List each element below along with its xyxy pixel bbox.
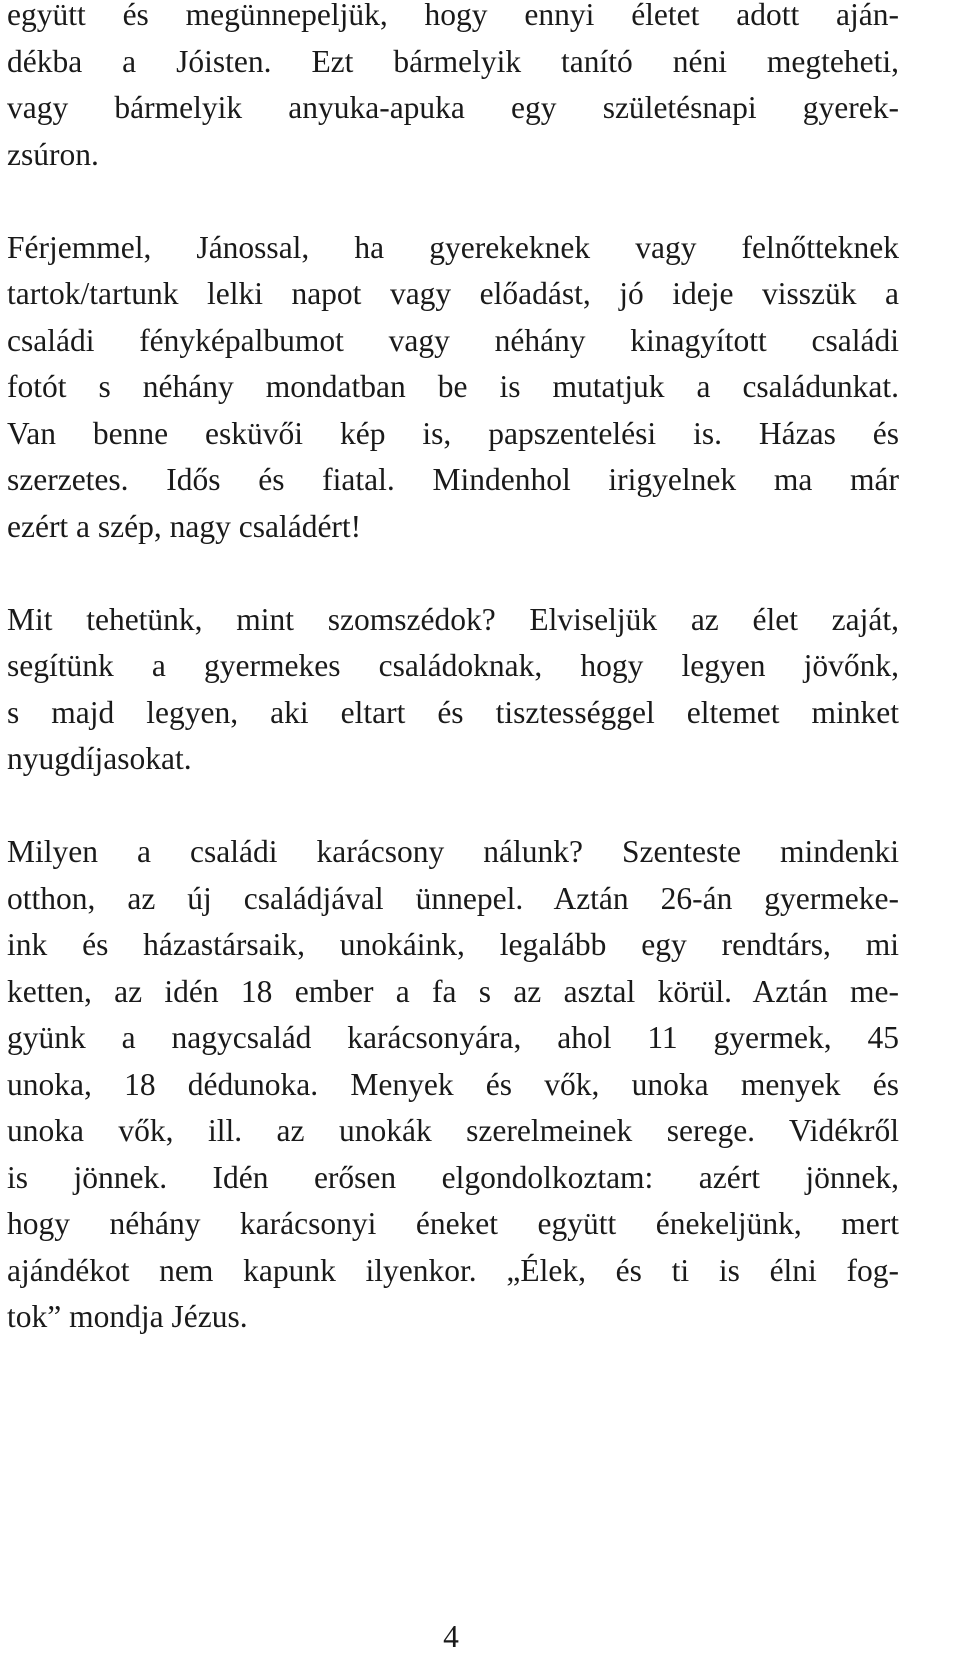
paragraph-1 [7,0,899,178]
text-line: vagy bármelyik anyuka-apuka egy születésnapi gyerek- [7,90,899,125]
text-line: Férjemmel, Jánossal, ha gyerekeknek vagy felnőtteknek [7,229,899,265]
paragraph-2 [7,225,899,551]
paragraph-3 [7,597,899,783]
text-line: otthon, az új családjával ünnepel. Aztán 26-án gyermeke- [7,880,899,916]
text-line: tok” mondja Jézus. [7,1299,248,1334]
text-line: hogy néhány karácsonyi éneket együtt énekeljünk, mert [7,1206,899,1241]
text-line: is jönnek. Idén erősen elgondolkoztam: azért jönnek, [7,1159,899,1195]
text-line: ajándékot nem kapunk ilyenkor. „Élek, és ti is élni fog- [7,1252,899,1288]
text-line: szerzetes. Idős és fiatal. Mindenhol irigyelnek ma már [7,462,899,497]
text-line: családi fényképalbumot vagy néhány kinagyított családi [7,322,899,358]
text-line: tartok/tartunk lelki napot vagy előadást, jó ideje visszük a [7,276,899,311]
text-line: s majd legyen, aki eltart és tisztességgel eltemet minket [7,694,899,730]
page-number: 4 [443,1619,459,1654]
text-line: Van benne esküvői kép is, papszentelési is. Házas és [7,415,899,451]
paragraph-spacer [7,550,899,597]
text-line: zsúron. [7,136,99,172]
paragraph-4 [7,829,899,1341]
text-line: ketten, az idén 18 ember a fa s az asztal körül. Aztán me- [7,973,899,1009]
text-line: ezért a szép, nagy családért! [7,508,362,544]
text-line: unoka vők, ill. az unokák szerelmeinek serege. Vidékről [7,1113,899,1148]
body-text [7,0,899,1341]
text-line: ink és házastársaik, unokáink, legalább egy rendtárs, mi [7,927,899,962]
paragraph-spacer [7,178,899,225]
text-line: nyugdíjasokat. [7,741,192,776]
text-line: unoka, 18 dédunoka. Menyek és vők, unoka menyek és [7,1066,899,1102]
text-line: fotót s néhány mondatban be is mutatjuk a családunkat. [7,369,899,404]
paragraph-spacer [7,783,899,830]
text-line: gyünk a nagycsalád karácsonyára, ahol 11 gyermek, 45 [7,1020,899,1055]
text-line: segítünk a gyermekes családoknak, hogy legyen jövőnk, [7,648,899,683]
text-line: Milyen a családi karácsony nálunk? Szenteste mindenki [7,834,899,869]
text-line: együtt és megünnepeljük, hogy ennyi életet adott aján- [7,0,899,32]
text-line: Mit tehetünk, mint szomszédok? Elviseljük az élet zaját, [7,601,899,637]
text-line: dékba a Jóisten. Ezt bármelyik tanító néni megteheti, [7,43,899,79]
